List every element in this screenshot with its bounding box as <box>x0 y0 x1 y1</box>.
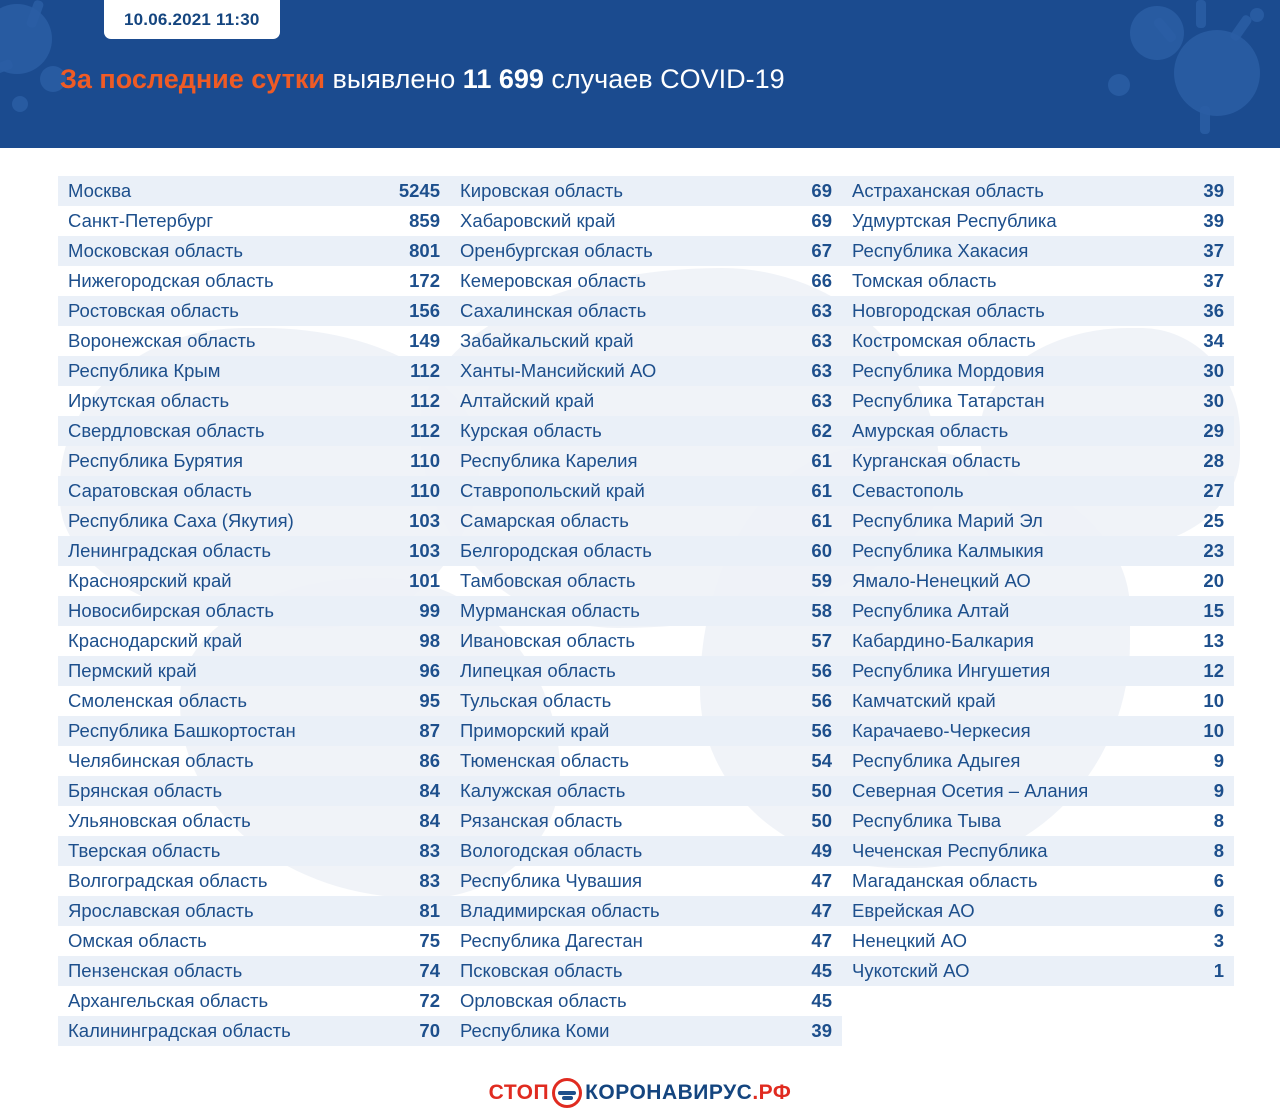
region-case-count: 74 <box>419 960 440 981</box>
table-row <box>842 266 1234 296</box>
table-row <box>450 746 842 776</box>
table-row <box>58 266 450 296</box>
region-case-count: 70 <box>419 1020 440 1041</box>
region-case-count: 63 <box>811 330 832 351</box>
region-case-count: 112 <box>410 390 440 411</box>
table-row <box>450 776 842 806</box>
table-row <box>450 356 842 386</box>
region-case-count: 110 <box>410 480 440 501</box>
table-row <box>450 476 842 506</box>
table-row <box>58 866 450 896</box>
table-row <box>58 656 450 686</box>
region-name: Республика Чувашия <box>460 870 643 891</box>
region-case-count: 103 <box>409 540 440 561</box>
region-case-count: 30 <box>1203 360 1224 381</box>
region-name: Томская область <box>852 270 997 291</box>
region-name: Республика Бурятия <box>68 450 244 471</box>
region-case-count: 57 <box>811 630 832 651</box>
region-case-count: 62 <box>811 420 832 441</box>
region-name: Тверская область <box>68 840 221 861</box>
virus-blob-icon <box>1108 74 1130 96</box>
table-row <box>450 926 842 956</box>
date-badge: 10.06.2021 11:30 <box>104 0 280 39</box>
region-case-count: 29 <box>1203 420 1224 441</box>
region-case-count: 98 <box>419 630 440 651</box>
region-name: Тюменская область <box>460 750 630 771</box>
table-row <box>842 506 1234 536</box>
region-case-count: 1 <box>1213 960 1224 981</box>
region-name: Амурская область <box>852 420 1009 441</box>
table-row <box>450 236 842 266</box>
virus-blob-icon <box>1174 30 1260 116</box>
region-name: Тульская область <box>460 690 612 711</box>
table-row <box>450 596 842 626</box>
table-row <box>842 476 1234 506</box>
virus-mark-icon <box>552 1078 582 1108</box>
headline-accent: За последние сутки <box>60 64 325 94</box>
region-name: Чеченская Республика <box>852 840 1048 861</box>
table-row <box>58 776 450 806</box>
table-row <box>58 596 450 626</box>
virus-spike-icon <box>1196 0 1206 28</box>
region-case-count: 36 <box>1203 300 1224 321</box>
region-case-count: 39 <box>1203 210 1224 231</box>
table-row <box>58 926 450 956</box>
table-row <box>58 536 450 566</box>
table-row <box>842 176 1234 206</box>
region-name: Орловская область <box>460 990 627 1011</box>
region-name: Псковская область <box>460 960 623 981</box>
region-name: Республика Мордовия <box>852 360 1045 381</box>
table-row <box>58 356 450 386</box>
region-case-count: 27 <box>1203 480 1224 501</box>
region-case-count: 59 <box>811 570 832 591</box>
table-row <box>842 446 1234 476</box>
region-name: Вологодская область <box>460 840 643 861</box>
region-case-count: 10 <box>1203 720 1224 741</box>
table-row <box>58 296 450 326</box>
table-row <box>842 206 1234 236</box>
region-case-count: 63 <box>811 390 832 411</box>
region-name: Севастополь <box>852 480 964 501</box>
region-name: Липецкая область <box>460 660 616 681</box>
region-name: Республика Марий Эл <box>852 510 1043 531</box>
table-row <box>842 656 1234 686</box>
region-case-count: 63 <box>811 300 832 321</box>
virus-spike-icon <box>1200 106 1210 134</box>
table-row <box>842 326 1234 356</box>
region-name: Забайкальский край <box>460 330 634 351</box>
region-name: Ханты-Мансийский АО <box>460 360 657 381</box>
region-name: Архангельская область <box>68 990 269 1011</box>
region-name: Ямало-Ненецкий АО <box>852 570 1031 591</box>
headline-total: 11 699 <box>462 64 544 94</box>
virus-spike-icon <box>0 59 14 78</box>
region-name: Чукотский АО <box>852 960 970 981</box>
region-name: Оренбургская область <box>460 240 653 261</box>
region-case-count: 63 <box>811 360 832 381</box>
table-row <box>842 356 1234 386</box>
table-row <box>450 446 842 476</box>
region-case-count: 45 <box>811 960 832 981</box>
table-row <box>842 836 1234 866</box>
region-case-count: 37 <box>1203 270 1224 291</box>
table-row <box>58 416 450 446</box>
region-case-count: 6 <box>1213 870 1224 891</box>
region-case-count: 23 <box>1203 540 1224 561</box>
region-case-count: 39 <box>1203 180 1224 201</box>
region-case-count: 859 <box>409 210 440 231</box>
region-case-count: 20 <box>1203 570 1224 591</box>
region-case-count: 50 <box>811 780 832 801</box>
region-name: Республика Крым <box>68 360 221 381</box>
regions-column-3 <box>842 176 1234 1068</box>
region-case-count: 56 <box>811 720 832 741</box>
table-row <box>58 896 450 926</box>
region-case-count: 8 <box>1213 810 1224 831</box>
region-case-count: 86 <box>419 750 440 771</box>
table-row <box>450 896 842 926</box>
table-row <box>842 956 1234 986</box>
logo-text-stop: СТОП <box>488 1081 550 1104</box>
region-name: Республика Ингушетия <box>852 660 1051 681</box>
region-name: Республика Калмыкия <box>852 540 1044 561</box>
region-name: Камчатский край <box>852 690 996 711</box>
region-case-count: 83 <box>419 840 440 861</box>
region-name: Челябинская область <box>68 750 254 771</box>
logo-text-rf: .РФ <box>752 1081 792 1104</box>
region-name: Владимирская область <box>460 900 660 921</box>
table-row <box>842 236 1234 266</box>
table-row <box>450 986 842 1016</box>
table-row <box>842 296 1234 326</box>
table-row <box>58 986 450 1016</box>
region-case-count: 49 <box>811 840 832 861</box>
table-row <box>58 506 450 536</box>
region-name: Пермский край <box>68 660 197 681</box>
regions-table <box>0 148 1280 1068</box>
table-row <box>450 716 842 746</box>
table-row <box>842 746 1234 776</box>
region-case-count: 39 <box>811 1020 832 1041</box>
region-case-count: 110 <box>410 450 440 471</box>
region-name: Ставропольский край <box>460 480 645 501</box>
page-title <box>60 64 785 95</box>
table-row <box>450 536 842 566</box>
region-case-count: 13 <box>1203 630 1224 651</box>
region-name: Новгородская область <box>852 300 1045 321</box>
region-name: Московская область <box>68 240 244 261</box>
region-name: Рязанская область <box>460 810 623 831</box>
region-name: Кабардино-Балкария <box>852 630 1034 651</box>
region-name: Калужская область <box>460 780 626 801</box>
region-name: Кировская область <box>460 180 624 201</box>
region-case-count: 172 <box>409 270 440 291</box>
region-name: Костромская область <box>852 330 1036 351</box>
region-name: Ленинградская область <box>68 540 272 561</box>
region-case-count: 56 <box>811 690 832 711</box>
region-case-count: 66 <box>811 270 832 291</box>
table-row <box>842 566 1234 596</box>
region-case-count: 84 <box>419 780 440 801</box>
table-row <box>58 206 450 236</box>
region-case-count: 50 <box>811 810 832 831</box>
region-name: Республика Коми <box>460 1020 610 1041</box>
region-case-count: 69 <box>811 180 832 201</box>
table-row <box>58 236 450 266</box>
region-name: Свердловская область <box>68 420 265 441</box>
region-name: Республика Алтай <box>852 600 1010 621</box>
region-name: Новосибирская область <box>68 600 275 621</box>
table-row <box>450 686 842 716</box>
table-row <box>842 386 1234 416</box>
region-name: Сахалинская область <box>460 300 647 321</box>
table-row <box>842 776 1234 806</box>
region-name: Республика Башкортостан <box>68 720 296 741</box>
region-name: Краснодарский край <box>68 630 243 651</box>
table-row <box>450 326 842 356</box>
table-row <box>58 326 450 356</box>
headline-word-cases: случаев <box>551 64 653 94</box>
virus-blob-icon <box>1250 8 1264 22</box>
region-name: Самарская область <box>460 510 629 531</box>
virus-blob-icon <box>1130 6 1184 60</box>
table-row <box>58 386 450 416</box>
regions-column-1 <box>58 176 450 1068</box>
region-case-count: 112 <box>410 360 440 381</box>
table-row <box>842 686 1234 716</box>
region-name: Республика Хакасия <box>852 240 1029 261</box>
region-name: Северная Осетия – Алания <box>852 780 1089 801</box>
table-row <box>450 566 842 596</box>
regions-column-2 <box>450 176 842 1068</box>
region-name: Республика Саха (Якутия) <box>68 510 294 531</box>
region-case-count: 9 <box>1213 780 1224 801</box>
region-case-count: 61 <box>811 450 832 471</box>
region-name: Астраханская область <box>852 180 1044 201</box>
region-case-count: 47 <box>811 870 832 891</box>
region-case-count: 8 <box>1213 840 1224 861</box>
table-row <box>58 686 450 716</box>
region-name: Смоленская область <box>68 690 247 711</box>
region-name: Пензенская область <box>68 960 243 981</box>
table-row <box>58 446 450 476</box>
region-name: Белгородская область <box>460 540 652 561</box>
region-case-count: 60 <box>811 540 832 561</box>
table-row <box>450 806 842 836</box>
region-name: Ярославская область <box>68 900 254 921</box>
region-case-count: 149 <box>409 330 440 351</box>
region-case-count: 67 <box>811 240 832 261</box>
region-case-count: 84 <box>419 810 440 831</box>
table-row <box>842 716 1234 746</box>
table-row <box>58 566 450 596</box>
region-case-count: 30 <box>1203 390 1224 411</box>
region-name: Москва <box>68 180 132 201</box>
region-case-count: 15 <box>1203 600 1224 621</box>
table-row <box>58 626 450 656</box>
region-case-count: 81 <box>419 900 440 921</box>
region-case-count: 156 <box>409 300 440 321</box>
region-name: Еврейская АО <box>852 900 975 921</box>
region-name: Омская область <box>68 930 207 951</box>
region-case-count: 95 <box>419 690 440 711</box>
region-case-count: 61 <box>811 510 832 531</box>
table-row <box>450 206 842 236</box>
table-row <box>450 266 842 296</box>
region-case-count: 99 <box>419 600 440 621</box>
table-row <box>450 506 842 536</box>
region-name: Магаданская область <box>852 870 1038 891</box>
table-row <box>58 476 450 506</box>
table-row <box>450 176 842 206</box>
table-row <box>842 416 1234 446</box>
region-name: Курганская область <box>852 450 1021 471</box>
table-row <box>58 716 450 746</box>
region-name: Тамбовская область <box>460 570 636 591</box>
region-name: Красноярский край <box>68 570 232 591</box>
logo-text-coronavirus: КОРОНАВИРУС <box>585 1081 753 1104</box>
region-case-count: 47 <box>811 900 832 921</box>
region-case-count: 3 <box>1213 930 1224 951</box>
region-case-count: 9 <box>1213 750 1224 771</box>
region-case-count: 83 <box>419 870 440 891</box>
region-name: Иркутская область <box>68 390 230 411</box>
region-name: Хабаровский край <box>460 210 616 231</box>
region-name: Приморский край <box>460 720 610 741</box>
table-row <box>58 836 450 866</box>
footer <box>0 1068 1280 1118</box>
table-row <box>450 296 842 326</box>
table-row <box>842 866 1234 896</box>
headline-word-detected: выявлено <box>332 64 456 94</box>
table-row <box>58 956 450 986</box>
table-row <box>450 866 842 896</box>
table-row <box>58 806 450 836</box>
region-case-count: 75 <box>419 930 440 951</box>
virus-blob-icon <box>12 96 28 112</box>
table-row <box>450 836 842 866</box>
region-name: Ивановская область <box>460 630 636 651</box>
region-case-count: 801 <box>409 240 440 261</box>
table-row <box>450 956 842 986</box>
region-name: Нижегородская область <box>68 270 274 291</box>
table-row <box>58 746 450 776</box>
region-name: Воронежская область <box>68 330 256 351</box>
region-case-count: 25 <box>1203 510 1224 531</box>
table-row <box>842 806 1234 836</box>
region-case-count: 34 <box>1203 330 1224 351</box>
region-name: Кемеровская область <box>460 270 646 291</box>
table-row <box>58 176 450 206</box>
table-row <box>842 536 1234 566</box>
region-case-count: 103 <box>409 510 440 531</box>
region-name: Ненецкий АО <box>852 930 967 951</box>
region-name: Республика Адыгея <box>852 750 1021 771</box>
region-name: Курская область <box>460 420 602 441</box>
region-case-count: 69 <box>811 210 832 231</box>
region-name: Карачаево-Черкесия <box>852 720 1031 741</box>
region-name: Ульяновская область <box>68 810 251 831</box>
table-row <box>450 1016 842 1046</box>
region-name: Мурманская область <box>460 600 640 621</box>
table-row <box>450 416 842 446</box>
region-name: Ростовская область <box>68 300 239 321</box>
region-case-count: 47 <box>811 930 832 951</box>
table-row <box>450 626 842 656</box>
region-case-count: 96 <box>419 660 440 681</box>
table-row <box>842 926 1234 956</box>
region-case-count: 112 <box>410 420 440 441</box>
table-row <box>58 1016 450 1046</box>
table-row <box>450 656 842 686</box>
region-case-count: 45 <box>811 990 832 1011</box>
region-name: Санкт-Петербург <box>68 210 214 231</box>
region-case-count: 61 <box>811 480 832 501</box>
page-header <box>0 0 1280 148</box>
region-name: Республика Дагестан <box>460 930 643 951</box>
region-case-count: 72 <box>419 990 440 1011</box>
headline-covid-label: COVID-19 <box>660 64 785 94</box>
region-case-count: 6 <box>1213 900 1224 921</box>
region-case-count: 58 <box>811 600 832 621</box>
table-row <box>842 596 1234 626</box>
region-name: Республика Тыва <box>852 810 1002 831</box>
region-name: Республика Карелия <box>460 450 638 471</box>
table-row <box>450 386 842 416</box>
region-case-count: 54 <box>811 750 832 771</box>
region-case-count: 101 <box>409 570 440 591</box>
region-name: Республика Татарстан <box>852 390 1045 411</box>
table-row <box>842 896 1234 926</box>
region-case-count: 10 <box>1203 690 1224 711</box>
region-case-count: 87 <box>419 720 440 741</box>
region-name: Алтайский край <box>460 390 595 411</box>
region-case-count: 56 <box>811 660 832 681</box>
table-row <box>842 626 1234 656</box>
region-case-count: 12 <box>1203 660 1224 681</box>
region-name: Удмуртская Республика <box>852 210 1057 231</box>
region-name: Волгоградская область <box>68 870 268 891</box>
region-name: Брянская область <box>68 780 223 801</box>
region-name: Саратовская область <box>68 480 252 501</box>
region-case-count: 28 <box>1203 450 1224 471</box>
region-case-count: 37 <box>1203 240 1224 261</box>
region-case-count: 5245 <box>398 180 440 201</box>
region-name: Калининградская область <box>68 1020 291 1041</box>
stopcoronavirus-logo[interactable] <box>489 1078 792 1108</box>
